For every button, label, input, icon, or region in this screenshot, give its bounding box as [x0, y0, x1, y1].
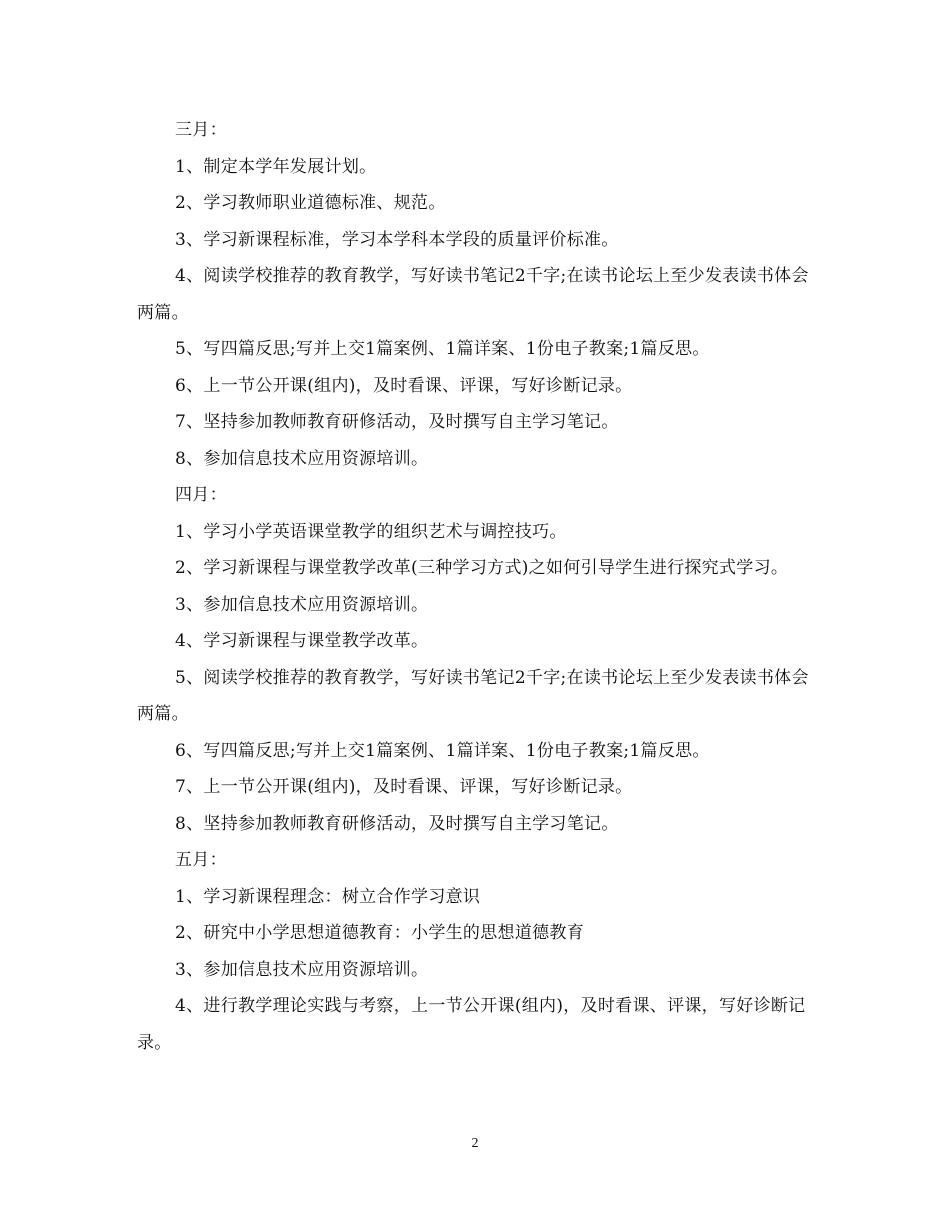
list-item: 6、上一节公开课(组内)，及时看课、评课，写好诊断记录。: [175, 375, 633, 396]
document-body: [137, 112, 817, 1061]
list-item: 3、参加信息技术应用资源培训。: [175, 594, 429, 615]
list-item: 4、阅读学校推荐的教育教学，写好读书笔记2千字;在读书论坛上至少发表读书体会两篇。: [137, 266, 809, 323]
list-item: 5、写四篇反思;写并上交1篇案例、1篇详案、1份电子教案;1篇反思。: [175, 339, 710, 359]
list-item: 1、学习小学英语课堂教学的组织艺术与调控技巧。: [175, 521, 567, 542]
page-number: 2: [471, 1136, 479, 1151]
list-item: 8、参加信息技术应用资源培训。: [175, 448, 429, 469]
heading-march: 三月：: [175, 120, 227, 140]
list-item: 3、参加信息技术应用资源培训。: [175, 959, 429, 980]
list-item: 2、研究中小学思想道德教育：小学生的思想道德教育: [175, 923, 585, 943]
heading-may: 五月：: [175, 850, 227, 870]
list-item: 5、阅读学校推荐的教育教学，写好读书笔记2千字;在读书论坛上至少发表读书体会两篇。: [137, 667, 809, 724]
list-item: 8、坚持参加教师教育研修活动，及时撰写自主学习笔记。: [175, 813, 619, 834]
list-item: 4、学习新课程与课堂教学改革。: [175, 631, 429, 651]
list-item: 1、制定本学年发展计划。: [175, 156, 377, 177]
list-item: 7、上一节公开课(组内)，及时看课、评课，写好诊断记录。: [175, 777, 633, 797]
heading-april: 四月：: [175, 485, 227, 505]
list-item: 2、学习教师职业道德标准、规范。: [175, 193, 446, 213]
list-item: 2、学习新课程与课堂教学改革(三种学习方式)之如何引导学生进行探究式学习。: [175, 558, 789, 578]
list-item: 4、进行教学理论实践与考察，上一节公开课(组内)，及时看课、评课，写好诊断记录。: [137, 996, 806, 1053]
list-item: 3、学习新课程标准，学习本学科本学段的质量评价标准。: [175, 229, 619, 250]
list-item: 7、坚持参加教师教育研修活动，及时撰写自主学习笔记。: [175, 412, 619, 432]
list-item: 1、学习新课程理念：树立合作学习意识: [175, 886, 481, 907]
list-item: 6、写四篇反思;写并上交1篇案例、1篇详案、1份电子教案;1篇反思。: [175, 740, 710, 761]
